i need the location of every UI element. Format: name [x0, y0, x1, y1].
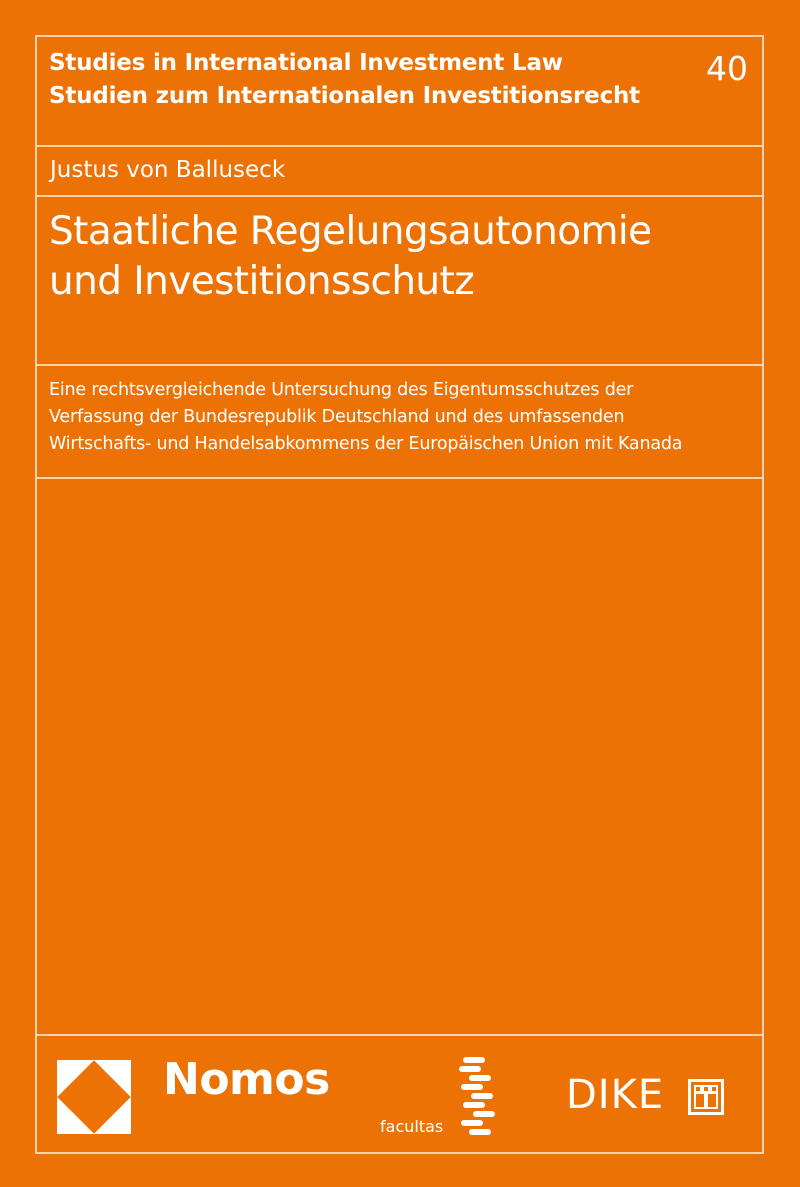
book-title-line-1: Staatliche Regelungsautonomie: [49, 209, 652, 254]
subtitle-line-2: Verfassung der Bundesrepublik Deutschland und des umfassenden: [49, 407, 625, 427]
series-title: [49, 47, 640, 113]
facultas-logo-icon: [457, 1055, 497, 1141]
book-subtitle: [49, 377, 682, 458]
subtitle-line-3: Wirtschafts- und Handelsabkommens der Europäischen Union mit Kanada: [49, 434, 683, 454]
nomos-logo-icon: [57, 1060, 131, 1134]
divider-author: [37, 195, 762, 197]
nomos-publisher-name: Nomos: [163, 1054, 330, 1105]
cover-frame: [35, 35, 764, 1154]
author-name: Justus von Balluseck: [50, 157, 286, 183]
series-title-de: Studien zum Internationalen Investitionsrecht: [49, 83, 640, 109]
facultas-publisher-name: facultas: [380, 1117, 444, 1136]
subtitle-line-1: Eine rechtsvergleichende Untersuchung des Eigentumsschutzes der: [49, 380, 634, 400]
divider-title: [37, 364, 762, 366]
series-title-en: Studies in International Investment Law: [49, 50, 563, 76]
volume-number: 40: [706, 49, 748, 88]
book-title-line-2: und Investitionsschutz: [49, 259, 475, 304]
divider-subtitle: [37, 477, 762, 479]
dike-logo-icon: [688, 1079, 724, 1115]
dike-publisher-name: DIKE: [566, 1072, 665, 1118]
divider-series: [37, 145, 762, 147]
book-title: [49, 207, 652, 307]
divider-publishers: [37, 1034, 762, 1036]
